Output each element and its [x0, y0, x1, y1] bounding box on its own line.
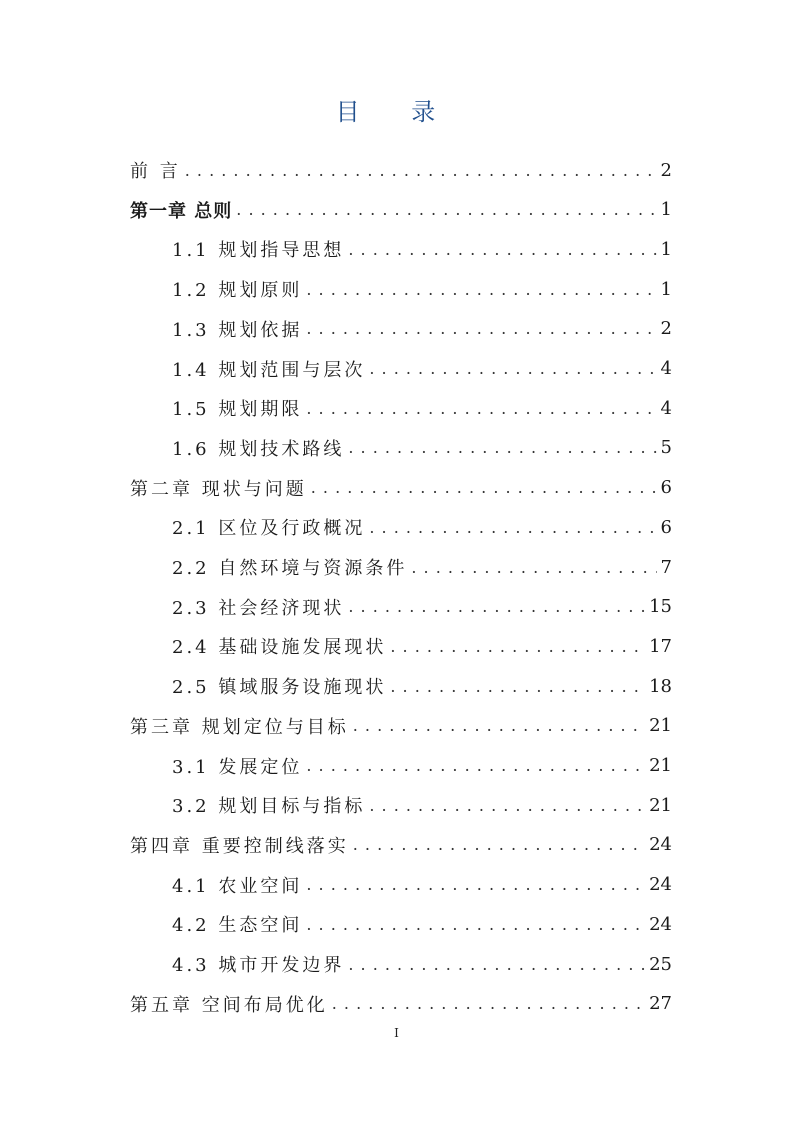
toc-entry-page: 21 — [649, 715, 672, 737]
toc-entry[interactable] — [172, 428, 672, 468]
toc-dot-leader — [311, 478, 657, 497]
toc-entry-page: 6 — [660, 477, 672, 499]
toc-entry-label: 1.5 规划期限 — [172, 399, 303, 421]
toc-entry[interactable] — [172, 626, 672, 666]
toc-entry-label: 4.3 城市开发边界 — [172, 955, 345, 976]
toc-dot-leader — [390, 677, 645, 696]
toc-dot-leader — [411, 558, 656, 577]
toc-entry-page: 25 — [649, 953, 672, 975]
toc-entry-page: 5 — [660, 437, 672, 459]
toc-entry[interactable] — [172, 388, 672, 428]
toc-entry-page: 1 — [660, 199, 672, 221]
toc-dot-leader — [236, 200, 656, 219]
toc-dot-leader — [390, 637, 645, 656]
page-number: I — [394, 1026, 399, 1040]
toc-entry-label: 前 言 — [130, 161, 181, 182]
toc-dot-leader — [348, 240, 656, 259]
toc-entry-page: 27 — [649, 993, 672, 1015]
toc-entry-page: 4 — [660, 397, 672, 419]
toc-entry[interactable] — [172, 269, 672, 309]
toc-entry-label: 3.1 发展定位 — [172, 756, 303, 778]
toc-entry-label: 4.1 农业空间 — [172, 875, 303, 897]
toc-entry-label: 1.1 规划指导思想 — [172, 240, 345, 262]
toc-dot-leader — [369, 518, 656, 537]
toc-entry-label: 1.6 规划技术路线 — [172, 438, 345, 460]
toc-entry[interactable] — [172, 349, 672, 389]
toc-entry-label: 1.3 规划依据 — [172, 319, 303, 341]
toc-entry-page: 7 — [660, 556, 672, 578]
toc-dot-leader — [353, 716, 645, 735]
toc-entry-page: 24 — [649, 874, 672, 896]
toc-entry-label: 2.5 镇域服务设施现状 — [172, 677, 387, 699]
toc-entry-label: 4.2 生态空间 — [172, 915, 303, 937]
toc-dot-leader — [348, 597, 645, 616]
toc-entry-label: 第五章 空间布局优化 — [130, 994, 328, 1016]
toc-entry[interactable] — [172, 944, 672, 984]
toc-dot-leader — [306, 399, 656, 418]
toc-dot-leader — [185, 161, 657, 180]
toc-entry-label: 第二章 现状与问题 — [130, 478, 307, 500]
toc-entry[interactable] — [130, 984, 672, 1024]
toc-dot-leader — [353, 835, 645, 854]
toc-entry[interactable] — [130, 190, 672, 230]
toc-entry[interactable] — [172, 666, 672, 706]
toc-entry[interactable] — [172, 587, 672, 627]
toc-entry[interactable] — [130, 468, 672, 508]
toc-entry-page: 1 — [660, 278, 672, 300]
toc-entry-label: 第一章 总则 — [130, 200, 233, 222]
toc-entry-label: 1.4 规划范围与层次 — [172, 359, 366, 381]
toc-entry-page: 6 — [660, 516, 672, 538]
toc-dot-leader — [348, 438, 656, 457]
toc-entry-page: 4 — [660, 358, 672, 379]
toc-entry[interactable] — [172, 785, 672, 825]
toc-entry-label: 2.4 基础设施发展现状 — [172, 637, 387, 659]
toc-entry-page: 17 — [649, 635, 672, 657]
toc-dot-leader — [369, 796, 645, 815]
toc-entry[interactable] — [130, 150, 672, 190]
toc-dot-leader — [306, 915, 645, 934]
toc-dot-leader — [306, 280, 656, 299]
toc-entry-label: 2.3 社会经济现状 — [172, 597, 345, 619]
toc-dot-leader — [348, 955, 645, 974]
toc-entry-page: 24 — [649, 834, 672, 856]
toc-entry[interactable] — [172, 547, 672, 587]
toc-entry-label: 第三章 规划定位与目标 — [130, 716, 349, 738]
toc-entry-page: 21 — [649, 794, 672, 816]
toc-dot-leader — [306, 875, 645, 894]
toc-entry[interactable] — [172, 309, 672, 349]
toc-dot-leader — [306, 319, 656, 338]
toc-entry-label: 3.2 规划目标与指标 — [172, 796, 366, 818]
toc-entry-page: 1 — [660, 238, 672, 260]
toc-entry[interactable] — [172, 746, 672, 786]
toc-entry-label: 第四章 重要控制线落实 — [130, 835, 349, 857]
toc-dot-leader — [369, 359, 656, 378]
toc-entry[interactable] — [172, 904, 672, 944]
toc-entry[interactable] — [172, 229, 672, 269]
toc-entry-label: 2.1 区位及行政概况 — [172, 518, 366, 540]
toc-entry-page: 18 — [649, 675, 672, 697]
toc-dot-leader — [306, 756, 645, 775]
toc-entry-page: 2 — [660, 318, 672, 340]
toc-entry-label: 1.2 规划原则 — [172, 280, 303, 302]
toc-title: 目 录 — [335, 98, 458, 126]
toc-entry[interactable] — [130, 825, 672, 865]
toc-entry-page: 15 — [649, 596, 672, 618]
toc-entry[interactable] — [172, 865, 672, 905]
toc-entry[interactable] — [172, 507, 672, 547]
toc-entry-page: 24 — [649, 913, 672, 935]
toc-dot-leader — [332, 994, 645, 1013]
toc-entry[interactable] — [130, 706, 672, 746]
toc-entry-page: 2 — [660, 159, 672, 181]
toc-entry-label: 2.2 自然环境与资源条件 — [172, 558, 408, 579]
toc-entry-page: 21 — [649, 755, 672, 776]
